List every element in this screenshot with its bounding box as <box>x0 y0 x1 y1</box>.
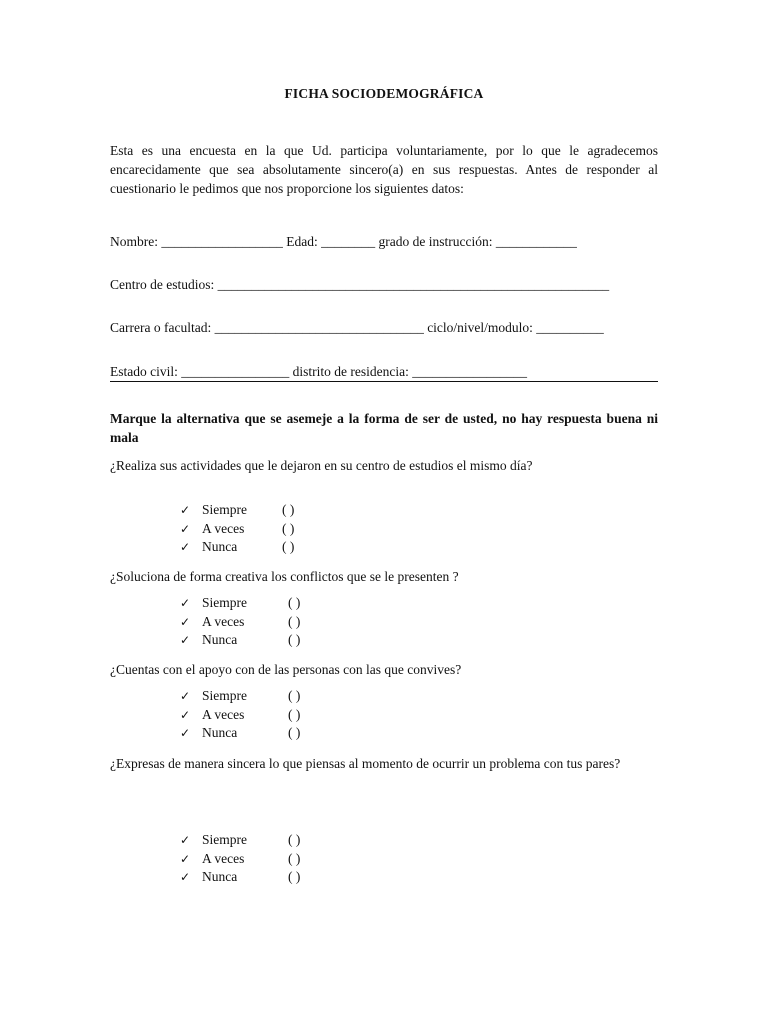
answer-parentheses[interactable]: ( ) <box>288 869 301 884</box>
check-mark-icon: ✓ <box>180 851 191 866</box>
page-title: FICHA SOCIODEMOGRÁFICA <box>284 86 484 101</box>
answer-parentheses[interactable]: ( ) <box>282 539 295 554</box>
check-mark-icon: ✓ <box>180 540 191 554</box>
question-1: ¿Realiza sus actividades que le dejaron en su centro de estudios el mismo día? <box>110 458 533 473</box>
field-line-carrera-ciclo[interactable]: Carrera o facultad: _______________________________ ciclo/nivel/modulo: __________ <box>110 320 604 335</box>
answer-parentheses[interactable]: ( ) <box>288 706 301 722</box>
section-divider <box>110 381 658 382</box>
answer-parentheses[interactable]: ( ) <box>288 832 301 847</box>
option-nunca[interactable]: ✓ Nunca ( ) <box>180 868 247 887</box>
question-2-options <box>180 594 301 650</box>
option-siempre[interactable]: ✓ Siempre ( ) <box>180 594 247 613</box>
field-line-estado-distrito[interactable]: Estado civil: ________________ distrito de residencia: _________________ <box>110 364 527 379</box>
field-line-centro-estudios[interactable]: Centro de estudios: __________________________________________________________ <box>110 277 610 292</box>
check-mark-icon: ✓ <box>180 707 191 722</box>
option-a-veces[interactable]: ✓ A veces ( ) <box>180 706 247 725</box>
option-nunca[interactable]: ✓ Nunca ( ) <box>180 538 247 557</box>
option-a-veces[interactable]: ✓ A veces ( ) <box>180 613 247 632</box>
question-1-options <box>180 501 295 557</box>
check-mark-icon: ✓ <box>180 833 191 847</box>
instruction-text: Marque la alternativa que se asemeje a la forma de ser de usted, no hay respuesta buena ni mala <box>110 411 658 445</box>
answer-parentheses[interactable]: ( ) <box>288 632 301 647</box>
field-line-nombre-edad-grado[interactable]: Nombre: __________________ Edad: ________ grado de instrucción: ____________ <box>110 234 577 249</box>
option-nunca[interactable]: ✓ Nunca ( ) <box>180 631 247 650</box>
answer-parentheses[interactable]: ( ) <box>288 850 301 866</box>
question-4-options <box>180 831 301 887</box>
check-mark-icon: ✓ <box>180 521 191 536</box>
option-nunca[interactable]: ✓ Nunca ( ) <box>180 724 247 743</box>
check-mark-icon: ✓ <box>180 596 191 610</box>
check-mark-icon: ✓ <box>180 633 191 647</box>
question-3: ¿Cuentas con el apoyo con de las personas con las que convives? <box>110 662 462 677</box>
option-a-veces[interactable]: ✓ A veces ( ) <box>180 520 247 539</box>
check-mark-icon: ✓ <box>180 614 191 629</box>
answer-parentheses[interactable]: ( ) <box>282 502 295 517</box>
question-4: ¿Expresas de manera sincera lo que piensas al momento de ocurrir un problema con tus pares? <box>110 756 621 771</box>
option-a-veces[interactable]: ✓ A veces ( ) <box>180 850 247 869</box>
check-mark-icon: ✓ <box>180 870 191 884</box>
answer-parentheses[interactable]: ( ) <box>288 613 301 629</box>
answer-parentheses[interactable]: ( ) <box>288 725 301 740</box>
check-mark-icon: ✓ <box>180 689 191 703</box>
answer-parentheses[interactable]: ( ) <box>282 520 295 536</box>
option-siempre[interactable]: ✓ Siempre ( ) <box>180 831 247 850</box>
option-siempre[interactable]: ✓ Siempre ( ) <box>180 687 247 706</box>
check-mark-icon: ✓ <box>180 726 191 740</box>
answer-parentheses[interactable]: ( ) <box>288 595 301 610</box>
answer-parentheses[interactable]: ( ) <box>288 688 301 703</box>
question-3-options <box>180 687 301 743</box>
check-mark-icon: ✓ <box>180 503 191 517</box>
question-2: ¿Soluciona de forma creativa los conflictos que se le presenten ? <box>110 569 459 584</box>
option-siempre[interactable]: ✓ Siempre ( ) <box>180 501 247 520</box>
intro-paragraph: Esta es una encuesta en la que Ud. participa voluntariamente, por lo que le agradecemos encarecidamente que sea absolutamente sincero(a) en sus respuestas. Antes de responder al cuestionario le pedimos que nos proporcione los siguientes datos: <box>110 143 658 196</box>
